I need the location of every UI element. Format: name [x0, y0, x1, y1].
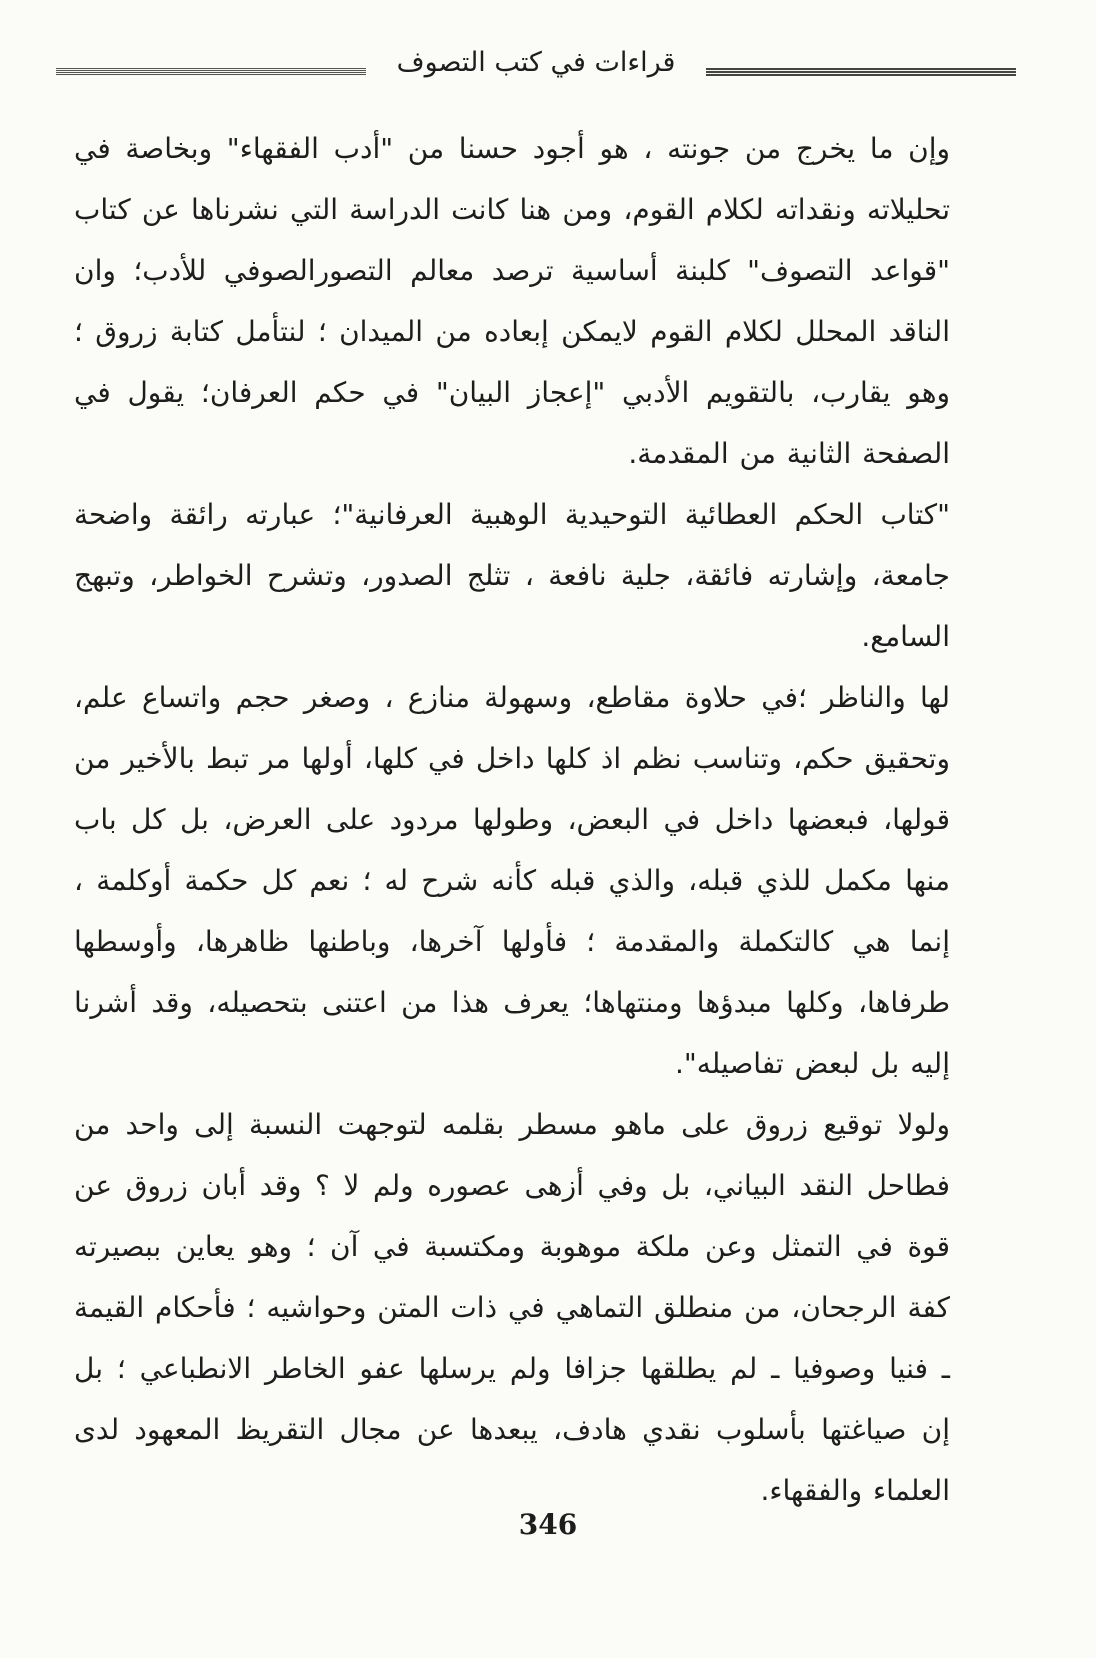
- main-text: [74, 118, 950, 1521]
- header-right-rule: [706, 68, 1016, 76]
- paragraph-2: "كتاب الحكم العطائية التوحيدية الوهبية العرفانية"؛ عبارته رائقة واضحة جامعة، وإشارته فائقة، جلية نافعة ، تثلج الصدور، وتشرح الخواطر، وتبهج السامع.: [74, 498, 950, 653]
- paragraph-3: لها والناظر ؛في حلاوة مقاطع، وسهولة منازع ، وصغر حجم واتساع علم، وتحقيق حكم، وتناسب نظم اذ كلها داخل في كلها، أولها مر تبط بالأخير من قولها، فبعضها داخل في البعض، وطولها مردود على العرض، بل كل باب منها مكمل للذي قبله، والذي قبله كأنه شرح له ؛ نعم كل حكمة أوكلمة ، إنما هي كالتكملة والمقدمة ؛ فأولها آخرها، وباطنها ظاهرها، وأوسطها طرفاها، وكلها مبدؤها ومنتهاها؛ يعرف هذا من اعتنى بتحصيله، وقد أشرنا إليه بل لبعض تفاصيله".: [74, 681, 950, 1080]
- header-left-rule: [56, 68, 366, 76]
- running-header-title: قراءات في كتب التصوف: [396, 47, 676, 78]
- paragraph-1: وإن ما يخرج من جونته ، هو أجود حسنا من "أدب الفقهاء" وبخاصة في تحليلاته ونقداته لكلام القوم، ومن هنا كانت الدراسة التي نشرناها عن كتاب "قواعد التصوف" كلبنة أساسية ترصد معالم التصورالصوفي للأدب؛ وان الناقد المحلل لكلام القوم لايمكن إبعاده من الميدان ؛ لنتأمل كتابة زروق ؛ وهو يقارب، بالتقويم الأدبي "إعجاز البيان" في حكم العرفان؛ يقول في الصفحة الثانية من المقدمة.: [74, 132, 950, 470]
- paragraph-4: ولولا توقيع زروق على ماهو مسطر بقلمه لتوجهت النسبة إلى واحد من فطاحل النقد البياني، بل وفي أزهى عصوره ولم لا ؟ وقد أبان زروق عن قوة في التمثل وعن ملكة موهوبة ومكتسبة في آن ؛ وهو يعاين ببصيرته كفة الرجحان، من منطلق التماهي في ذات المتن وحواشيه ؛ فأحكام القيمة ـ فنيا وصوفيا ـ لم يطلقها جزافا ولم يرسلها عفو الخاطر الانطباعي ؛ بل إن صياغتها بأسلوب نقدي هادف، يبعدها عن مجال التقريظ المعهود لدى العلماء والفقهاء.: [74, 1108, 950, 1507]
- page-number: 346: [518, 1508, 578, 1541]
- running-header: [56, 44, 1016, 96]
